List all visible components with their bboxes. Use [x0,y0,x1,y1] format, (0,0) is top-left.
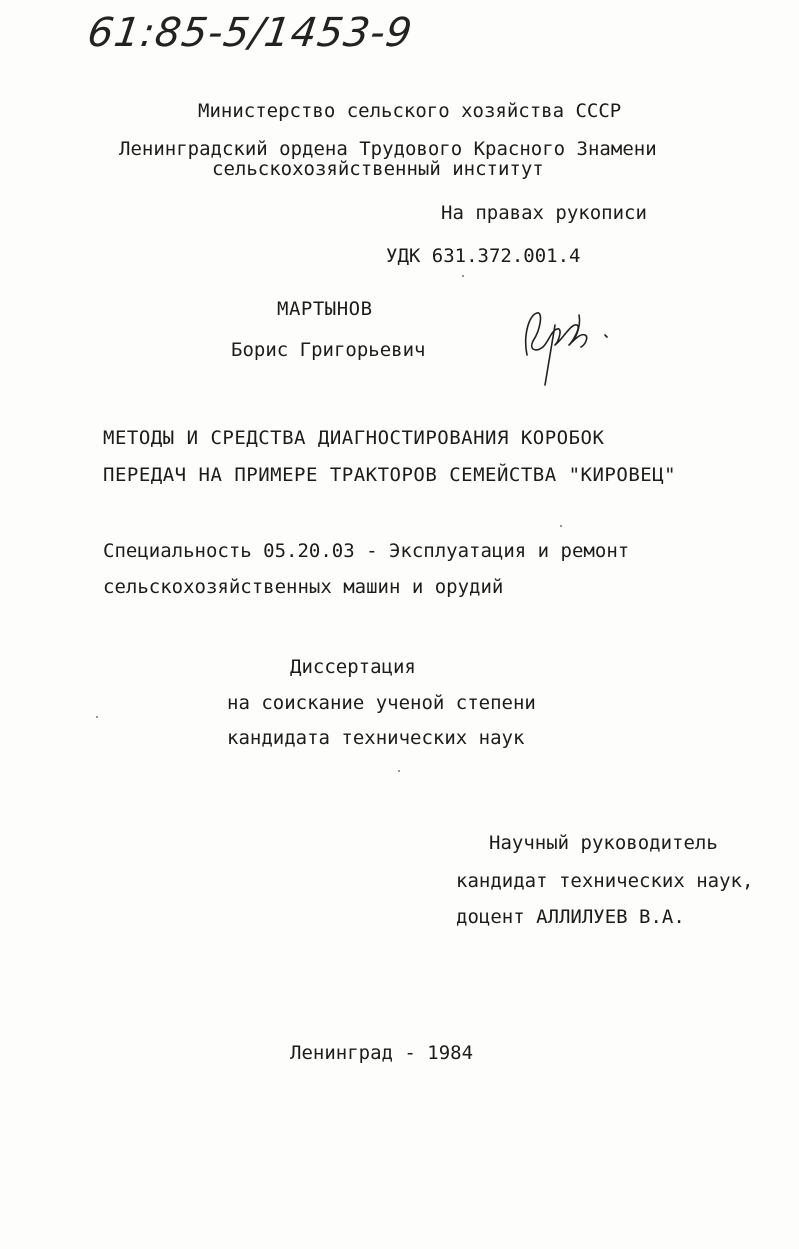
advisor-line-1: Научный руководитель [489,832,718,854]
scan-speck [462,275,464,277]
dissertation-line-3: кандидата технических наук [227,727,525,749]
scan-speck [96,716,98,718]
title-line-1: МЕТОДЫ И СРЕДСТВА ДИАГНОСТИРОВАНИЯ КОРОБОК [103,427,605,449]
scan-speck [398,770,400,772]
advisor-line-3: доцент АЛЛИЛУЕВ В.А. [456,906,685,928]
udc-code: УДК 631.372.001.4 [386,245,581,267]
dissertation-line-1: Диссертация [290,656,416,678]
ministry-line: Министерство сельского хозяйства СССР [198,100,622,122]
author-name: Борис Григорьевич [231,339,426,361]
specialty-line-1: Специальность 05.20.03 - Эксплуатация и ремонт [103,540,630,562]
archive-code-handwritten: 61:85-5/1453-9 [84,10,416,56]
title-line-2: ПЕРЕДАЧ НА ПРИМЕРЕ ТРАКТОРОВ СЕМЕЙСТВА "КИРОВЕЦ" [103,464,677,486]
institute-line-2: сельскохозяйственный институт [212,158,544,180]
dissertation-line-2: на соискание ученой степени [227,692,536,714]
author-surname: МАРТЫНОВ [277,298,373,320]
city-year: Ленинград - 1984 [290,1042,474,1064]
specialty-line-2: сельскохозяйственных машин и орудий [103,576,504,598]
advisor-line-2: кандидат технических наук, [456,870,754,892]
rights-notice: На правах рукописи [441,202,647,224]
author-signature [515,295,625,390]
scan-speck [560,525,562,527]
institute-line-1: Ленинградский ордена Трудового Красного Знамени [119,138,657,160]
